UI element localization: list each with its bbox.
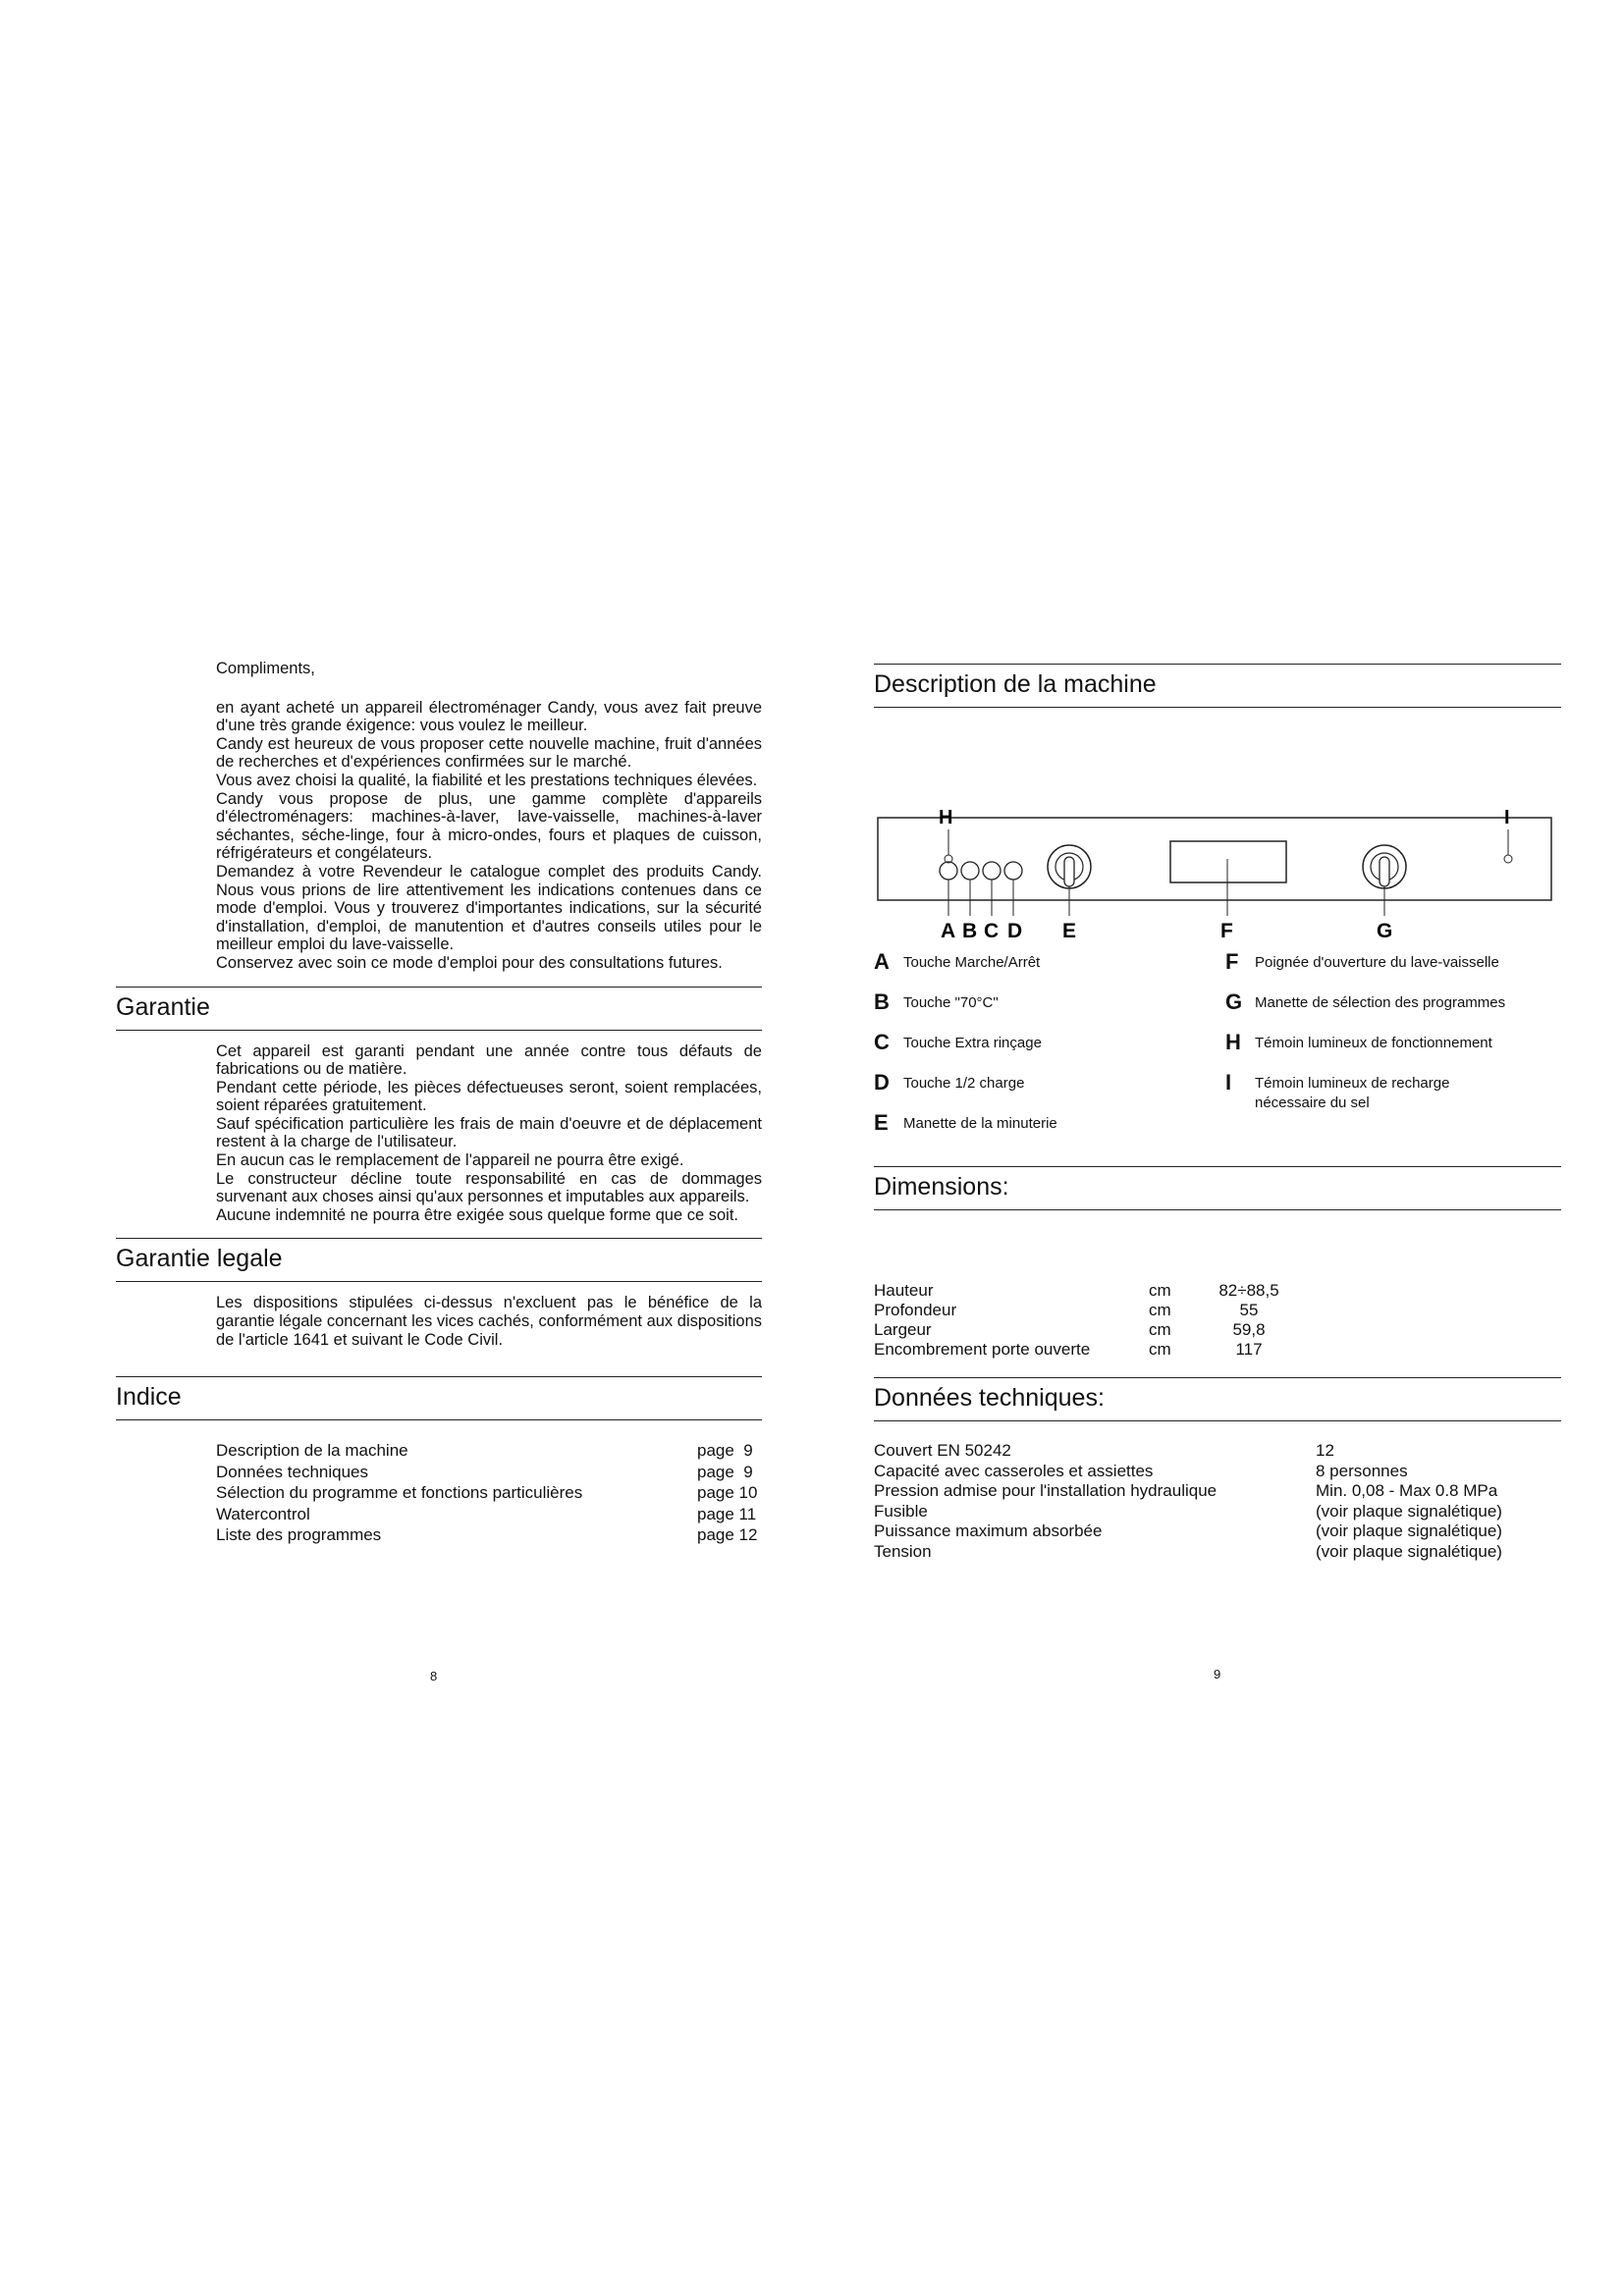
- garantie-legale-paragraph: Les dispositions stipulées ci-dessus n'excluent pas le bénéfice de la garantie légale concernant les vices cachés, conformément aux dispositions de l'article 1641 et suivant le Code Civil.: [216, 1294, 762, 1349]
- legend-item: [874, 951, 1225, 991]
- toc-row: [216, 1524, 766, 1546]
- intro-paragraph: Candy est heureux de vous proposer cette nouvelle machine, fruit d'années de recherches et d'expériences confirmées sur le marché.: [216, 734, 762, 772]
- toc-page: page 10: [697, 1483, 758, 1503]
- technical-row: [874, 1462, 1561, 1482]
- garantie-paragraph: En aucun cas le remplacement de l'appareil ne pourra être exigé.: [216, 1151, 684, 1170]
- dimension-row: [874, 1320, 1561, 1340]
- diagram-label-f: F: [1220, 920, 1233, 942]
- section-title-description: Description de la machine: [874, 664, 1561, 708]
- dimension-unit: cm: [1149, 1281, 1171, 1300]
- legend-item: [1225, 1072, 1561, 1112]
- toc-page: page 11: [697, 1504, 757, 1523]
- legend-letter: H: [1225, 1030, 1241, 1054]
- intro-paragraph: Candy vous propose de plus, une gamme complète d'appareils d'électroménagers: machines-à-laver, lave-vaisselle, machines-à-laver séchantes, séche-linge, four à micro-ondes, fours et plaques de cuisson, réfrigérateurs et congélateurs.: [216, 789, 762, 863]
- door-handle-f: [1170, 841, 1286, 882]
- legend-letter: F: [1225, 949, 1239, 974]
- toc-row: [216, 1482, 766, 1504]
- dimension-value: 82÷88,5: [1218, 1281, 1279, 1300]
- diagram-label-h: H: [939, 807, 953, 828]
- control-panel-svg: [874, 720, 1561, 945]
- dimension-name: Hauteur: [874, 1281, 934, 1300]
- technical-value: (voir plaque signalétique): [1316, 1501, 1502, 1521]
- legend-letter: E: [874, 1110, 889, 1135]
- technical-row: [874, 1441, 1561, 1462]
- technical-name: Fusible: [874, 1501, 928, 1521]
- dimension-name: Encombrement porte ouverte: [874, 1340, 1091, 1359]
- legend-label: Témoin lumineux de fonctionnement: [1255, 1035, 1492, 1051]
- toc-page: page 12: [697, 1525, 758, 1545]
- section-title-technique: Données techniques:: [874, 1377, 1561, 1421]
- page-number-left: 8: [430, 1669, 438, 1683]
- legend-item: [874, 991, 1225, 1032]
- indicator-light-i: [1504, 855, 1512, 863]
- toc-row: [216, 1504, 766, 1525]
- technical-data-table: [874, 1441, 1561, 1562]
- diagram-label-g: G: [1377, 920, 1393, 942]
- legend-letter: I: [1225, 1070, 1232, 1095]
- toc-label: Liste des programmes: [216, 1525, 382, 1545]
- toc-label: Données techniques: [216, 1462, 369, 1481]
- intro-paragraph: en ayant acheté un appareil électroménager Candy, vous avez fait preuve d'une très grande éxigence: vous voulez le meilleur.: [216, 698, 762, 735]
- technical-name: Pression admise pour l'installation hydraulique: [874, 1481, 1218, 1500]
- diagram-label-a: A: [941, 920, 956, 942]
- technical-value: Min. 0,08 - Max 0.8 MPa: [1316, 1481, 1498, 1500]
- knob-e-handle: [1064, 857, 1074, 886]
- diagram-label-b: B: [962, 920, 978, 942]
- section-title-indice: Indice: [116, 1376, 762, 1420]
- button-b: [961, 862, 979, 880]
- legend-letter: A: [874, 949, 890, 974]
- dimension-row: [874, 1340, 1561, 1360]
- control-panel-diagram: [874, 720, 1561, 945]
- legend-label: Touche Extra rinçage: [903, 1035, 1042, 1051]
- toc-label: Watercontrol: [216, 1504, 310, 1523]
- left-page: [116, 660, 764, 1546]
- legend-item: [874, 1072, 1225, 1112]
- garantie-legale-text: [216, 1294, 762, 1349]
- button-d: [1004, 862, 1022, 880]
- dimension-row: [874, 1301, 1561, 1320]
- dimension-unit: cm: [1149, 1301, 1171, 1319]
- technical-row: [874, 1481, 1561, 1502]
- intro-paragraph: Demandez à votre Revendeur le catalogue complet des produits Candy. Nous vous prions de lire attentivement les indications contenues dans ce mode d'emploi. Vous y trouverez d'importantes indications, sur la sécurité d'installation, d'emploi, de manutention et d'autres conseils utiles pour le meilleur emploi du lave-vaisselle.: [216, 862, 762, 954]
- legend-label: Manette de sélection des programmes: [1255, 994, 1506, 1011]
- dimension-unit: cm: [1149, 1320, 1171, 1339]
- greeting: Compliments,: [216, 660, 315, 677]
- section-title-garantie: Garantie: [116, 987, 762, 1031]
- technical-row: [874, 1522, 1561, 1542]
- diagram-label-e: E: [1062, 920, 1077, 942]
- diagram-legend: [874, 951, 1561, 1152]
- technical-name: Capacité avec casseroles et assiettes: [874, 1461, 1154, 1480]
- legend-letter: B: [874, 989, 890, 1014]
- diagram-label-i: I: [1504, 807, 1510, 828]
- technical-row: [874, 1542, 1561, 1563]
- dimension-unit: cm: [1149, 1340, 1171, 1359]
- toc-page: page 9: [697, 1462, 753, 1481]
- diagram-label-d: D: [1007, 920, 1023, 942]
- diagram-label-c: C: [984, 920, 1000, 942]
- toc-label: Description de la machine: [216, 1441, 408, 1461]
- technical-value: (voir plaque signalétique): [1316, 1541, 1502, 1561]
- garantie-paragraph: Pendant cette période, les pièces défectueuses seront, soient remplacées, soient réparées gratuitement.: [216, 1078, 762, 1115]
- intro-paragraph: Conservez avec soin ce mode d'emploi pour des consultations futures.: [216, 953, 723, 972]
- intro-paragraph: Vous avez choisi la qualité, la fiabilité et les prestations techniques élevées.: [216, 771, 758, 789]
- technical-value: 12: [1316, 1441, 1334, 1460]
- garantie-paragraph: Cet appareil est garanti pendant une année contre tous défauts de fabrications ou de matière.: [216, 1041, 762, 1079]
- legend-item: [1225, 1032, 1561, 1072]
- dimension-value: 59,8: [1232, 1320, 1266, 1339]
- dimension-name: Largeur: [874, 1320, 932, 1339]
- legend-item: [874, 1112, 1225, 1152]
- section-title-garantie-legale: Garantie legale: [116, 1238, 762, 1282]
- technical-name: Couvert EN 50242: [874, 1441, 1011, 1460]
- technical-value: 8 personnes: [1316, 1461, 1408, 1480]
- dimension-value: 55: [1239, 1301, 1259, 1319]
- dimension-row: [874, 1281, 1561, 1301]
- toc-row: [216, 1440, 766, 1462]
- legend-item: [1225, 991, 1561, 1032]
- dimension-name: Profondeur: [874, 1301, 957, 1319]
- garantie-paragraph: Sauf spécification particulière les frais de main d'oeuvre et de déplacement restent à la charge de l'utilisateur.: [216, 1114, 762, 1151]
- table-of-contents: [216, 1440, 766, 1546]
- dimensions-table: [874, 1281, 1561, 1360]
- section-title-dimensions: Dimensions:: [874, 1166, 1561, 1210]
- legend-label: Poignée d'ouverture du lave-vaisselle: [1255, 954, 1499, 971]
- dimension-value: 117: [1235, 1340, 1263, 1359]
- button-a: [940, 862, 957, 880]
- page-number-right: 9: [1214, 1667, 1221, 1682]
- intro-text: [216, 660, 762, 973]
- technical-value: (voir plaque signalétique): [1316, 1522, 1502, 1540]
- legend-item: [874, 1032, 1225, 1072]
- garantie-paragraph: Le constructeur décline toute responsabilité en cas de dommages survenant aux choses ainsi qu'aux personnes et imputables aux appareils.: [216, 1169, 762, 1206]
- legend-label: Touche "70°C": [903, 994, 999, 1011]
- button-c: [983, 862, 1001, 880]
- technical-row: [874, 1502, 1561, 1522]
- panel-outline: [878, 818, 1551, 900]
- garantie-text: [216, 1042, 762, 1225]
- legend-label: Touche 1/2 charge: [903, 1075, 1025, 1092]
- toc-label: Sélection du programme et fonctions particulières: [216, 1483, 583, 1503]
- toc-row: [216, 1462, 766, 1483]
- toc-page: page 9: [697, 1441, 753, 1461]
- right-page: [874, 664, 1561, 1562]
- legend-item: [1225, 951, 1561, 991]
- legend-label: Témoin lumineux de recharge nécessaire du sel: [1255, 1075, 1450, 1111]
- legend-letter: G: [1225, 989, 1243, 1014]
- legend-letter: C: [874, 1030, 890, 1054]
- technical-name: Puissance maximum absorbée: [874, 1522, 1103, 1540]
- legend-label: Manette de la minuterie: [903, 1115, 1057, 1132]
- legend-label: Touche Marche/Arrêt: [903, 954, 1041, 971]
- knob-g-handle: [1380, 857, 1389, 886]
- legend-letter: D: [874, 1070, 890, 1095]
- garantie-paragraph: Aucune indemnité ne pourra être exigée sous quelque forme que ce soit.: [216, 1205, 739, 1224]
- technical-name: Tension: [874, 1541, 932, 1561]
